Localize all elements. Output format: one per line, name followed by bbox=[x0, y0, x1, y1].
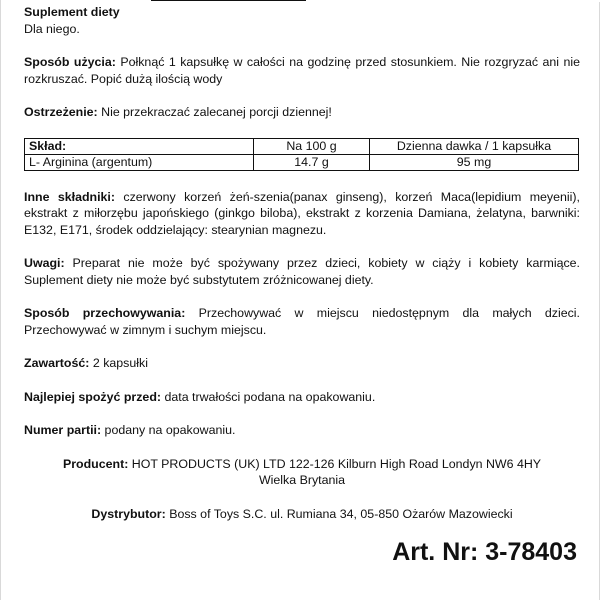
distributor-label: Dystrybutor: bbox=[91, 506, 166, 521]
usage-label: Sposób użycia: bbox=[24, 55, 116, 69]
table-row bbox=[25, 154, 579, 170]
best-before-label: Najlepiej spożyć przed: bbox=[24, 389, 162, 404]
distributor-text: Boss of Toys S.C. ul. Rumiana 34, 05-850 Ożarów Mazowiecki bbox=[165, 506, 513, 521]
composition-header-daily: Dzienna dawka / 1 kapsułka bbox=[370, 138, 579, 154]
usage-section bbox=[24, 54, 580, 87]
producer-text: HOT PRODUCTS (UK) LTD 122-126 Kilburn High Road Londyn NW6 4HY bbox=[128, 456, 542, 471]
cut-line bbox=[151, 0, 306, 1]
storage-label: Sposób przechowywania: bbox=[24, 306, 186, 320]
notes-text: Preparat nie może być spożywany przez dzieci, kobiety w ciąży i kobiety karmiące. Suplement diety nie może być substytutem zróżnicowanej diety. bbox=[24, 256, 580, 287]
product-subtitle: Dla niego. bbox=[24, 21, 80, 36]
warning-text: Nie przekraczać zalecanej porcji dziennej! bbox=[97, 105, 332, 119]
composition-header-row bbox=[25, 138, 579, 154]
batch-section bbox=[24, 422, 580, 439]
producer-country: Wielka Brytania bbox=[258, 473, 346, 487]
notes-label: Uwagi: bbox=[24, 256, 65, 270]
best-before-text: data trwałości podana na opakowaniu. bbox=[161, 389, 376, 404]
composition-header-name: Skład: bbox=[25, 138, 254, 154]
storage-text: Przechowywać w miejscu niedostępnym dla małych dzieci. Przechowywać w zimnym i suchym miejscu. bbox=[24, 306, 581, 337]
notes-section bbox=[24, 255, 580, 288]
composition-cell-daily: 95 mg bbox=[370, 154, 579, 170]
composition-header-per100: Na 100 g bbox=[254, 138, 370, 154]
top-cut-edge bbox=[1, 0, 600, 2]
usage-text: Połknąć 1 kapsułkę w całości na godzinę przed stosunkiem. Nie rozgryzać ani nie rozkruszać. Popić dużą ilością wody bbox=[24, 55, 580, 86]
producer-label: Producent: bbox=[62, 456, 129, 471]
contents-section bbox=[24, 355, 580, 372]
distributor-section bbox=[24, 506, 580, 523]
batch-text: podany na opakowaniu. bbox=[101, 423, 236, 437]
best-before-section bbox=[24, 389, 580, 406]
composition-cell-name: L- Arginina (argentum) bbox=[25, 154, 254, 170]
contents-text: 2 kapsułki bbox=[89, 356, 148, 370]
other-ingredients-text: czerwony korzeń żeń-szenia(panax ginseng), korzeń Maca(lepidium meyenii), ekstrakt z miłorzębu japońskiego (ginkgo biloba), ekstrakt z korzenia Damiana, żelatyna, barwniki: E132, E171, środek oddzielający: stearynian magnezu. bbox=[24, 189, 580, 237]
contents-label: Zawartość: bbox=[24, 356, 90, 370]
batch-label: Numer partii: bbox=[24, 423, 102, 437]
composition-cell-per100: 14.7 g bbox=[254, 154, 370, 170]
producer-section bbox=[24, 456, 580, 473]
other-ingredients-section bbox=[24, 189, 580, 239]
article-number: Art. Nr: 3-78403 bbox=[392, 538, 577, 566]
composition-table bbox=[24, 138, 579, 171]
label-content bbox=[24, 4, 580, 522]
warning-label: Ostrzeżenie: bbox=[24, 105, 98, 119]
storage-section bbox=[24, 305, 580, 338]
product-title: Suplement diety bbox=[24, 5, 120, 19]
warning-section bbox=[24, 104, 580, 121]
other-ingredients-label: Inne składniki: bbox=[24, 189, 116, 204]
